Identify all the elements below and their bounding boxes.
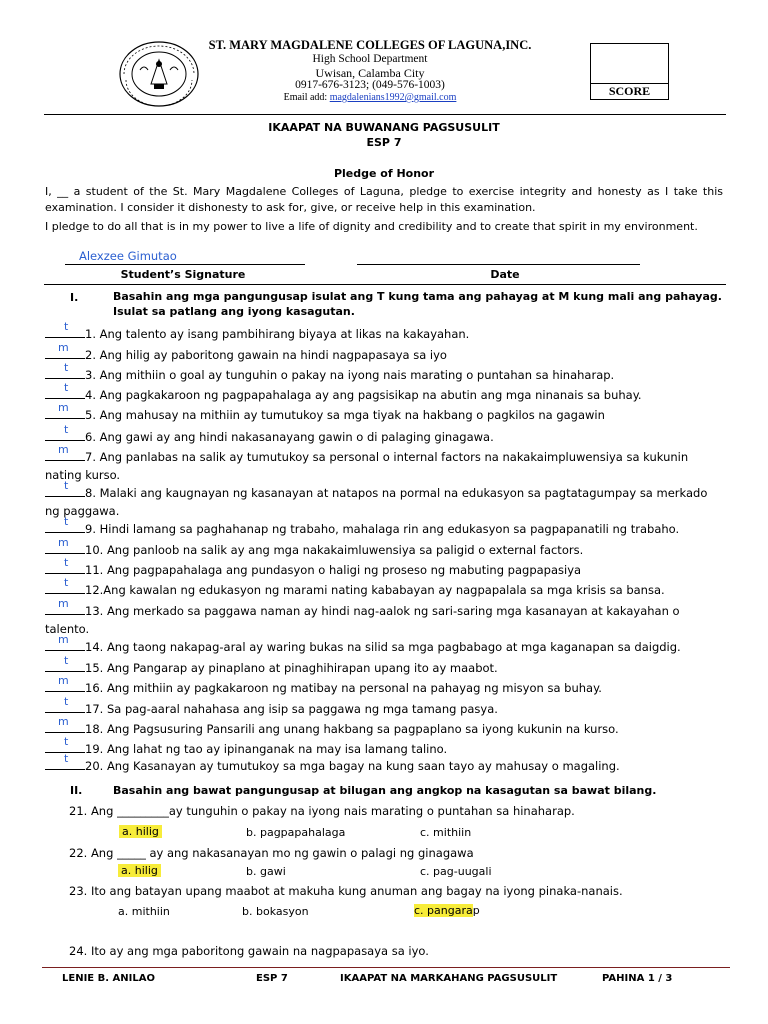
- item-text: 8. Malaki ang kaugnayan ng kasanayan at natapos na pormal na edukasyon sa pagtatagumpay sa merkado ng paggawa.: [45, 486, 708, 518]
- q23-option-c-highlight: c. pangara: [414, 904, 473, 917]
- q22-text: ay ang nakasanayan mo ng gawin o palagi ng ginagawa: [145, 846, 474, 860]
- item-text: 5. Ang mahusay na mithiin ay tumutukoy sa mga tiyak na hakbang o pagkilos na gagawin: [85, 408, 605, 422]
- list-item: [45, 479, 725, 520]
- q23-option-c-rest: p: [472, 904, 480, 917]
- handwritten-answer: m: [58, 715, 69, 728]
- item-text: 15. Ang Pangarap ay pinaplano at pinaghihirapan upang ito ay maabot.: [85, 661, 498, 675]
- email-link[interactable]: magdalenians1992@gmail.com: [329, 92, 457, 103]
- list-item: [45, 423, 725, 446]
- answer-blank[interactable]: [45, 715, 85, 733]
- handwritten-answer: m: [58, 674, 69, 687]
- exam-subject: ESP 7: [366, 136, 402, 149]
- item-text: 2. Ang hilig ay paboritong gawain na hindi nagpapasaya sa iyo: [85, 348, 447, 362]
- item-text: 7. Ang panlabas na salik ay tumutukoy sa personal o internal factors na nakakaimpluwensiya sa kukunin nating kurso.: [45, 450, 689, 482]
- item-text: 6. Ang gawi ay ang hindi nakasanayang gawin o di palaging ginagawa.: [85, 430, 494, 444]
- answer-blank[interactable]: [45, 479, 85, 497]
- q21-option-a[interactable]: a. hilig: [119, 825, 162, 838]
- footer-teacher: LENIE B. ANILAO: [62, 973, 155, 984]
- handwritten-answer: m: [58, 341, 69, 354]
- handwritten-answer: t: [64, 423, 69, 436]
- department: High School Department: [312, 53, 428, 65]
- list-item: [45, 381, 725, 404]
- handwritten-answer: t: [64, 735, 69, 748]
- handwritten-answer: t: [64, 695, 69, 708]
- list-item: [45, 597, 725, 638]
- list-item: [45, 341, 725, 364]
- q22-option-c[interactable]: c. pag-uugali: [420, 865, 492, 878]
- q22-blank: _____: [117, 846, 146, 860]
- list-item: [45, 674, 725, 697]
- answer-blank[interactable]: [45, 654, 85, 672]
- q21-text: ay tunguhin o pakay na iyong nais marating o puntahan sa hinaharap.: [168, 804, 575, 818]
- list-item: [45, 695, 725, 718]
- list-item: [45, 576, 725, 599]
- list-item: [45, 654, 725, 677]
- answer-blank[interactable]: [45, 381, 85, 399]
- q22-option-a[interactable]: a. hilig: [118, 864, 161, 877]
- item-text: 19. Ang lahat ng tao ay ipinanganak na may isa lamang talino.: [85, 742, 448, 756]
- answer-blank[interactable]: [45, 695, 85, 713]
- answer-blank[interactable]: [45, 597, 85, 615]
- question-21: [69, 804, 575, 818]
- handwritten-answer: t: [64, 320, 69, 333]
- school-name: ST. MARY MAGDALENE COLLEGES OF LAGUNA,INC.: [208, 38, 532, 52]
- list-item: [45, 443, 725, 484]
- handwritten-answer: t: [64, 556, 69, 569]
- handwritten-answer: m: [58, 536, 69, 549]
- signature-name: Alexzee Gimutao: [79, 249, 177, 263]
- answer-blank[interactable]: [45, 515, 85, 533]
- answer-blank[interactable]: [45, 320, 85, 338]
- list-item: [45, 401, 725, 424]
- list-item: [45, 536, 725, 559]
- answer-blank[interactable]: [45, 401, 85, 419]
- answer-blank[interactable]: [45, 556, 85, 574]
- part2-instruction: Basahin ang bawat pangungusap at bilugan ang angkop na kasagutan sa bawat bilang.: [113, 784, 657, 797]
- handwritten-answer: m: [58, 401, 69, 414]
- answer-blank[interactable]: [45, 423, 85, 441]
- q21-option-b[interactable]: b. pagpapahalaga: [246, 826, 346, 839]
- item-text: 3. Ang mithiin o goal ay tunguhin o pakay na iyong nais marating o puntahan sa hinaharap.: [85, 368, 615, 382]
- part2-roman: II.: [70, 784, 83, 797]
- item-text: 18. Ang Pagsusuring Pansarili ang unang hakbang sa pagpaplano sa iyong kukunin na kurso.: [85, 722, 619, 736]
- q22-prefix: 22. Ang: [69, 846, 118, 860]
- list-item: [45, 752, 725, 775]
- answer-blank[interactable]: [45, 536, 85, 554]
- list-item: [45, 320, 725, 343]
- list-item: [45, 715, 725, 738]
- signature-label: Student’s Signature: [120, 268, 246, 281]
- question-22: [69, 846, 474, 860]
- item-text: 11. Ang pagpapahalaga ang pundasyon o haligi ng proseso ng mabuting pagpapasiya: [85, 563, 582, 577]
- item-text: 20. Ang Kasanayan ay tumutukoy sa mga bagay na kung saan tayo ay mahusay o magaling.: [85, 759, 620, 773]
- list-item: [45, 633, 725, 656]
- q21-option-c[interactable]: c. mithiin: [420, 826, 472, 839]
- handwritten-answer: t: [64, 361, 69, 374]
- q23-option-a[interactable]: a. mithiin: [118, 905, 170, 918]
- address: Uwisan, Calamba City: [315, 66, 425, 80]
- handwritten-answer: t: [64, 752, 69, 765]
- answer-blank[interactable]: [45, 361, 85, 379]
- q23-option-b[interactable]: b. bokasyon: [242, 905, 309, 918]
- footer-divider: [42, 967, 730, 968]
- handwritten-answer: m: [58, 443, 69, 456]
- answer-blank[interactable]: [45, 674, 85, 692]
- question-24: 24. Ito ay ang mga paboritong gawain na nagpapasaya sa iyo.: [69, 944, 429, 958]
- pledge-heading: Pledge of Honor: [333, 167, 435, 180]
- answer-blank[interactable]: [45, 576, 85, 594]
- item-text: 9. Hindi lamang sa paghahanap ng trabaho, mahalaga rin ang edukasyon sa pagpapanatili ng trabaho.: [85, 522, 680, 536]
- item-text: 12.Ang kawalan ng edukasyon ng marami nating kababayan ay nagpapalala sa mga krisis sa bansa.: [85, 583, 665, 597]
- handwritten-answer: m: [58, 597, 69, 610]
- date-line: [357, 264, 640, 265]
- pledge-paragraph-1: I, __ a student of the St. Mary Magdalene Colleges of Laguna, pledge to exercise integrity and honesty as I take this examination. I consider it dishonesty to ask for, give, or receive help in this examination.: [45, 185, 723, 214]
- q22-option-b[interactable]: b. gawi: [246, 865, 286, 878]
- answer-blank[interactable]: [45, 341, 85, 359]
- item-text: 17. Sa pag-aaral nahahasa ang isip sa paggawa ng mga tamang pasya.: [85, 702, 498, 716]
- email-label: Email add:: [283, 92, 328, 103]
- list-item: [45, 515, 725, 538]
- footer-subject: ESP 7: [256, 973, 288, 984]
- header-divider: [44, 114, 726, 115]
- item-text: 1. Ang talento ay isang pambihirang biyaya at likas na kakayahan.: [85, 327, 470, 341]
- answer-blank[interactable]: [45, 443, 85, 461]
- signature-line: [65, 264, 305, 265]
- item-text: 13. Ang merkado sa paggawa naman ay hindi nag-aalok ng sari-saring mga kasanayan at kakayahan o talento.: [45, 604, 680, 636]
- question-23: 23. Ito ang batayan upang maabot at makuha kung anuman ang bagay na iyong pinaka-nanais.: [69, 884, 623, 898]
- handwritten-answer: m: [58, 633, 69, 646]
- handwritten-answer: t: [64, 576, 69, 589]
- score-box: [590, 43, 669, 100]
- footer-page: PAHINA 1 / 3: [602, 973, 673, 984]
- handwritten-answer: t: [64, 654, 69, 667]
- q21-prefix: 21. Ang: [69, 804, 118, 818]
- answer-blank[interactable]: [45, 752, 85, 770]
- phone: 0917-676-3123; (049-576-1003): [295, 79, 445, 91]
- q21-blank: _________: [117, 804, 169, 818]
- item-text: 4. Ang pagkakaroon ng pagpapahalaga ay ang pagsisikap na abutin ang mga ninanais sa buhay.: [85, 388, 642, 402]
- q23-option-c[interactable]: [414, 904, 480, 917]
- pledge-paragraph-2: I pledge to do all that is in my power to live a life of dignity and credibility and to create that spirit in my environment.: [45, 220, 698, 233]
- footer-exam: IKAAPAT NA MARKAHANG PAGSUSULIT: [340, 973, 558, 984]
- list-item: [45, 361, 725, 384]
- item-text: 16. Ang mithiin ay pagkakaroon ng matibay na personal na pahayag ng misyon sa buhay.: [85, 681, 602, 695]
- handwritten-answer: t: [64, 479, 69, 492]
- part1-roman: I.: [70, 291, 79, 304]
- part1-instruction: Basahin ang mga pangungusap isulat ang T kung tama ang pahayag at M kung mali ang pahayag. Isulat sa patlang ang iyong kasagutan.: [113, 290, 722, 318]
- handwritten-answer: t: [64, 381, 69, 394]
- date-label: Date: [490, 268, 520, 281]
- exam-title: IKAAPAT NA BUWANANG PAGSUSULIT: [268, 121, 500, 134]
- handwritten-answer: t: [64, 515, 69, 528]
- item-text: 10. Ang panloob na salik ay ang mga nakakaimluwensiya sa paligid o external factors.: [85, 543, 584, 557]
- answer-blank[interactable]: [45, 633, 85, 651]
- score-label: SCORE: [591, 83, 668, 99]
- item-text: 14. Ang taong nakapag-aral ay waring bukas na silid sa mga pagbabago at mga kaganapan sa daigdig.: [85, 640, 681, 654]
- list-item: [45, 556, 725, 579]
- pledge-divider: [44, 284, 726, 285]
